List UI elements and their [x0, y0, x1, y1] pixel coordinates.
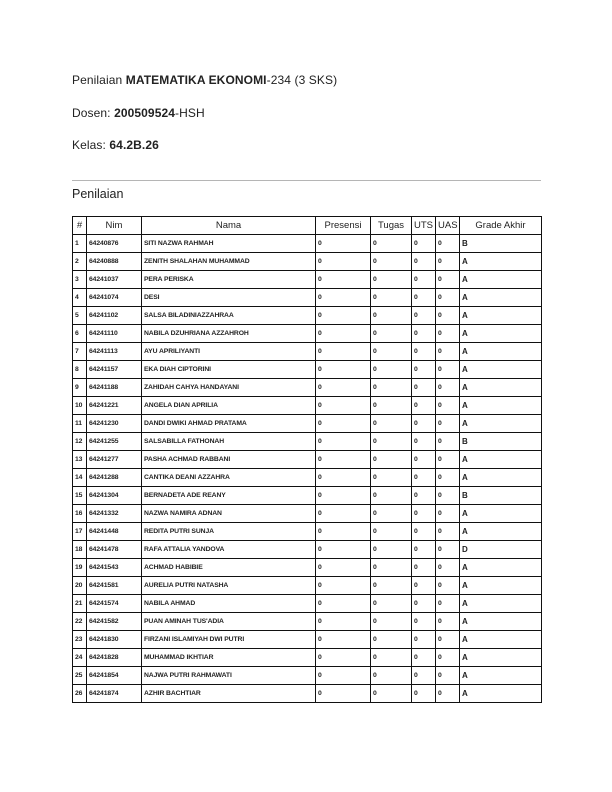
course-name: MATEMATIKA EKONOMI — [125, 73, 267, 87]
cell-nama: BERNADETA ADE REANY — [142, 487, 316, 505]
cell-nama: AZHIR BACHTIAR — [142, 685, 316, 703]
lecturer-prefix: Dosen: — [72, 106, 115, 120]
table-row — [73, 253, 542, 271]
table-row — [73, 559, 542, 577]
table-row — [73, 289, 542, 307]
column-header-tugas: Tugas — [371, 217, 412, 235]
cell-tugas: 0 — [371, 505, 412, 523]
cell-nim: 64240876 — [87, 235, 142, 253]
cell-nama: ANGELA DIAN APRILIA — [142, 397, 316, 415]
cell-presensi: 0 — [316, 289, 371, 307]
cell-no: 11 — [73, 415, 87, 433]
cell-tugas: 0 — [371, 397, 412, 415]
table-row — [73, 577, 542, 595]
cell-nama: PUAN AMINAH TUS'ADIA — [142, 613, 316, 631]
cell-no: 14 — [73, 469, 87, 487]
cell-presensi: 0 — [316, 343, 371, 361]
cell-nim: 64241288 — [87, 469, 142, 487]
cell-nim: 64241304 — [87, 487, 142, 505]
cell-grade: A — [460, 469, 542, 487]
cell-uts: 0 — [412, 523, 436, 541]
cell-nama: ACHMAD HABIBIE — [142, 559, 316, 577]
table-row — [73, 379, 542, 397]
section-divider — [72, 180, 541, 181]
cell-uts: 0 — [412, 577, 436, 595]
table-row — [73, 595, 542, 613]
table-row — [73, 271, 542, 289]
cell-grade: A — [460, 289, 542, 307]
cell-uas: 0 — [436, 577, 460, 595]
cell-presensi: 0 — [316, 487, 371, 505]
table-row — [73, 667, 542, 685]
cell-uas: 0 — [436, 541, 460, 559]
cell-grade: A — [460, 523, 542, 541]
cell-uas: 0 — [436, 361, 460, 379]
cell-uts: 0 — [412, 451, 436, 469]
cell-grade: A — [460, 649, 542, 667]
cell-nama: SALSABILLA FATHONAH — [142, 433, 316, 451]
cell-presensi: 0 — [316, 397, 371, 415]
cell-no: 18 — [73, 541, 87, 559]
table-row — [73, 415, 542, 433]
cell-no: 12 — [73, 433, 87, 451]
cell-tugas: 0 — [371, 415, 412, 433]
cell-grade: A — [460, 361, 542, 379]
cell-uas: 0 — [436, 289, 460, 307]
cell-grade: D — [460, 541, 542, 559]
cell-presensi: 0 — [316, 595, 371, 613]
cell-tugas: 0 — [371, 613, 412, 631]
cell-grade: A — [460, 325, 542, 343]
cell-nim: 64241074 — [87, 289, 142, 307]
cell-uas: 0 — [436, 451, 460, 469]
cell-nim: 64241478 — [87, 541, 142, 559]
cell-grade: A — [460, 271, 542, 289]
cell-grade: A — [460, 595, 542, 613]
cell-uts: 0 — [412, 685, 436, 703]
cell-no: 25 — [73, 667, 87, 685]
cell-uts: 0 — [412, 415, 436, 433]
cell-presensi: 0 — [316, 577, 371, 595]
lecturer-suffix: -HSH — [175, 106, 205, 120]
table-row — [73, 631, 542, 649]
cell-grade: A — [460, 613, 542, 631]
cell-no: 9 — [73, 379, 87, 397]
cell-nim: 64241828 — [87, 649, 142, 667]
grades-table — [72, 216, 542, 703]
cell-no: 6 — [73, 325, 87, 343]
cell-uts: 0 — [412, 541, 436, 559]
cell-nim: 64241157 — [87, 361, 142, 379]
cell-nim: 64241830 — [87, 631, 142, 649]
cell-nama: CANTIKA DEANI AZZAHRA — [142, 469, 316, 487]
cell-presensi: 0 — [316, 469, 371, 487]
column-header-grade: Grade Akhir — [460, 217, 542, 235]
course-prefix: Penilaian — [72, 73, 126, 87]
cell-presensi: 0 — [316, 613, 371, 631]
cell-presensi: 0 — [316, 253, 371, 271]
cell-uts: 0 — [412, 631, 436, 649]
cell-uts: 0 — [412, 433, 436, 451]
cell-uas: 0 — [436, 523, 460, 541]
cell-nim: 64241332 — [87, 505, 142, 523]
cell-nim: 64241581 — [87, 577, 142, 595]
cell-no: 16 — [73, 505, 87, 523]
cell-uts: 0 — [412, 487, 436, 505]
cell-uas: 0 — [436, 253, 460, 271]
cell-presensi: 0 — [316, 235, 371, 253]
table-row — [73, 397, 542, 415]
table-row — [73, 649, 542, 667]
table-row — [73, 451, 542, 469]
cell-grade: A — [460, 451, 542, 469]
cell-no: 4 — [73, 289, 87, 307]
cell-uas: 0 — [436, 271, 460, 289]
cell-presensi: 0 — [316, 271, 371, 289]
cell-no: 24 — [73, 649, 87, 667]
cell-uas: 0 — [436, 685, 460, 703]
cell-grade: A — [460, 379, 542, 397]
cell-uts: 0 — [412, 379, 436, 397]
cell-nama: DESI — [142, 289, 316, 307]
cell-presensi: 0 — [316, 361, 371, 379]
cell-nama: AURELIA PUTRI NATASHA — [142, 577, 316, 595]
cell-nama: RAFA ATTALIA YANDOVA — [142, 541, 316, 559]
cell-nama: MUHAMMAD IKHTIAR — [142, 649, 316, 667]
cell-tugas: 0 — [371, 577, 412, 595]
cell-no: 8 — [73, 361, 87, 379]
cell-grade: A — [460, 415, 542, 433]
cell-nama: NAJWA PUTRI RAHMAWATI — [142, 667, 316, 685]
cell-tugas: 0 — [371, 325, 412, 343]
cell-grade: B — [460, 433, 542, 451]
cell-tugas: 0 — [371, 649, 412, 667]
cell-nim: 64241448 — [87, 523, 142, 541]
cell-tugas: 0 — [371, 631, 412, 649]
cell-tugas: 0 — [371, 271, 412, 289]
cell-no: 20 — [73, 577, 87, 595]
cell-presensi: 0 — [316, 307, 371, 325]
table-row — [73, 433, 542, 451]
cell-nim: 64241102 — [87, 307, 142, 325]
table-row — [73, 613, 542, 631]
cell-presensi: 0 — [316, 451, 371, 469]
cell-nama: DANDI DWIKI AHMAD PRATAMA — [142, 415, 316, 433]
cell-tugas: 0 — [371, 523, 412, 541]
cell-nama: ZENITH SHALAHAN MUHAMMAD — [142, 253, 316, 271]
cell-nim: 64241230 — [87, 415, 142, 433]
cell-presensi: 0 — [316, 649, 371, 667]
cell-uas: 0 — [436, 505, 460, 523]
cell-presensi: 0 — [316, 631, 371, 649]
lecturer-id: 200509524 — [114, 106, 176, 120]
cell-nim: 64241277 — [87, 451, 142, 469]
cell-nim: 64241221 — [87, 397, 142, 415]
cell-grade: A — [460, 343, 542, 361]
cell-uts: 0 — [412, 397, 436, 415]
cell-no: 26 — [73, 685, 87, 703]
table-row — [73, 505, 542, 523]
table-row — [73, 523, 542, 541]
cell-uas: 0 — [436, 595, 460, 613]
cell-tugas: 0 — [371, 235, 412, 253]
cell-uts: 0 — [412, 505, 436, 523]
column-header-no: # — [73, 217, 87, 235]
cell-uts: 0 — [412, 613, 436, 631]
table-row — [73, 541, 542, 559]
cell-nama: NABILA DZUHRIANA AZZAHROH — [142, 325, 316, 343]
cell-nim: 64241574 — [87, 595, 142, 613]
cell-tugas: 0 — [371, 469, 412, 487]
class-line — [72, 138, 159, 152]
column-header-presensi: Presensi — [316, 217, 371, 235]
cell-nim: 64241854 — [87, 667, 142, 685]
section-title: Penilaian — [72, 187, 124, 201]
cell-no: 2 — [73, 253, 87, 271]
cell-uas: 0 — [436, 649, 460, 667]
cell-uas: 0 — [436, 613, 460, 631]
cell-presensi: 0 — [316, 415, 371, 433]
cell-uas: 0 — [436, 631, 460, 649]
cell-nama: PASHA ACHMAD RABBANI — [142, 451, 316, 469]
table-row — [73, 235, 542, 253]
cell-no: 3 — [73, 271, 87, 289]
cell-uas: 0 — [436, 307, 460, 325]
cell-grade: A — [460, 307, 542, 325]
cell-uts: 0 — [412, 271, 436, 289]
cell-uts: 0 — [412, 469, 436, 487]
cell-no: 7 — [73, 343, 87, 361]
grades-table-body — [73, 235, 542, 703]
cell-no: 19 — [73, 559, 87, 577]
cell-no: 21 — [73, 595, 87, 613]
cell-uts: 0 — [412, 667, 436, 685]
cell-grade: A — [460, 631, 542, 649]
cell-presensi: 0 — [316, 667, 371, 685]
cell-presensi: 0 — [316, 505, 371, 523]
cell-tugas: 0 — [371, 343, 412, 361]
cell-uts: 0 — [412, 289, 436, 307]
cell-tugas: 0 — [371, 289, 412, 307]
cell-nim: 64241874 — [87, 685, 142, 703]
cell-uas: 0 — [436, 559, 460, 577]
cell-uts: 0 — [412, 325, 436, 343]
cell-uas: 0 — [436, 397, 460, 415]
table-row — [73, 469, 542, 487]
cell-uas: 0 — [436, 343, 460, 361]
cell-no: 15 — [73, 487, 87, 505]
cell-tugas: 0 — [371, 487, 412, 505]
cell-tugas: 0 — [371, 559, 412, 577]
cell-tugas: 0 — [371, 667, 412, 685]
cell-uas: 0 — [436, 433, 460, 451]
cell-uts: 0 — [412, 595, 436, 613]
cell-no: 1 — [73, 235, 87, 253]
column-header-nim: Nim — [87, 217, 142, 235]
table-row — [73, 487, 542, 505]
lecturer-line — [72, 106, 205, 120]
cell-nim: 64241543 — [87, 559, 142, 577]
cell-uts: 0 — [412, 307, 436, 325]
table-row — [73, 361, 542, 379]
class-prefix: Kelas: — [72, 138, 110, 152]
cell-presensi: 0 — [316, 433, 371, 451]
cell-grade: B — [460, 235, 542, 253]
cell-presensi: 0 — [316, 379, 371, 397]
cell-nama: SITI NAZWA RAHMAH — [142, 235, 316, 253]
cell-nama: REDITA PUTRI SUNJA — [142, 523, 316, 541]
cell-uts: 0 — [412, 649, 436, 667]
cell-grade: A — [460, 559, 542, 577]
cell-nim: 64240888 — [87, 253, 142, 271]
cell-uts: 0 — [412, 361, 436, 379]
cell-nim: 64241255 — [87, 433, 142, 451]
cell-presensi: 0 — [316, 685, 371, 703]
cell-presensi: 0 — [316, 325, 371, 343]
cell-nim: 64241037 — [87, 271, 142, 289]
cell-no: 10 — [73, 397, 87, 415]
course-title — [72, 73, 337, 87]
cell-no: 22 — [73, 613, 87, 631]
cell-nim: 64241110 — [87, 325, 142, 343]
cell-nama: NAZWA NAMIRA ADNAN — [142, 505, 316, 523]
cell-grade: A — [460, 505, 542, 523]
class-code: 64.2B.26 — [109, 138, 159, 152]
cell-uas: 0 — [436, 325, 460, 343]
cell-uas: 0 — [436, 379, 460, 397]
table-row — [73, 685, 542, 703]
cell-uas: 0 — [436, 469, 460, 487]
cell-grade: A — [460, 253, 542, 271]
cell-presensi: 0 — [316, 559, 371, 577]
cell-grade: A — [460, 577, 542, 595]
cell-uas: 0 — [436, 487, 460, 505]
cell-uas: 0 — [436, 415, 460, 433]
cell-nama: NABILA AHMAD — [142, 595, 316, 613]
table-row — [73, 307, 542, 325]
cell-tugas: 0 — [371, 685, 412, 703]
cell-no: 5 — [73, 307, 87, 325]
cell-uts: 0 — [412, 343, 436, 361]
column-header-uas: UAS — [436, 217, 460, 235]
cell-nama: SALSA BILADINIAZZAHRAA — [142, 307, 316, 325]
cell-uts: 0 — [412, 559, 436, 577]
cell-nama: AYU APRILIYANTI — [142, 343, 316, 361]
cell-nama: EKA DIAH CIPTORINI — [142, 361, 316, 379]
cell-uts: 0 — [412, 253, 436, 271]
cell-grade: B — [460, 487, 542, 505]
cell-presensi: 0 — [316, 541, 371, 559]
column-header-nama: Nama — [142, 217, 316, 235]
cell-tugas: 0 — [371, 451, 412, 469]
cell-nama: ZAHIDAH CAHYA HANDAYANI — [142, 379, 316, 397]
cell-presensi: 0 — [316, 523, 371, 541]
cell-no: 23 — [73, 631, 87, 649]
cell-grade: A — [460, 667, 542, 685]
cell-grade: A — [460, 397, 542, 415]
cell-tugas: 0 — [371, 361, 412, 379]
cell-uts: 0 — [412, 235, 436, 253]
column-header-uts: UTS — [412, 217, 436, 235]
cell-no: 13 — [73, 451, 87, 469]
cell-tugas: 0 — [371, 541, 412, 559]
cell-nim: 64241582 — [87, 613, 142, 631]
cell-uas: 0 — [436, 235, 460, 253]
cell-tugas: 0 — [371, 595, 412, 613]
cell-tugas: 0 — [371, 253, 412, 271]
cell-tugas: 0 — [371, 307, 412, 325]
table-row — [73, 343, 542, 361]
cell-no: 17 — [73, 523, 87, 541]
cell-nama: PERA PERISKA — [142, 271, 316, 289]
cell-uas: 0 — [436, 667, 460, 685]
cell-grade: A — [460, 685, 542, 703]
cell-nama: FIRZANI ISLAMIYAH DWI PUTRI — [142, 631, 316, 649]
table-row — [73, 325, 542, 343]
cell-tugas: 0 — [371, 379, 412, 397]
cell-nim: 64241188 — [87, 379, 142, 397]
cell-nim: 64241113 — [87, 343, 142, 361]
course-suffix: -234 (3 SKS) — [266, 73, 338, 87]
table-header-row — [73, 217, 542, 235]
cell-tugas: 0 — [371, 433, 412, 451]
